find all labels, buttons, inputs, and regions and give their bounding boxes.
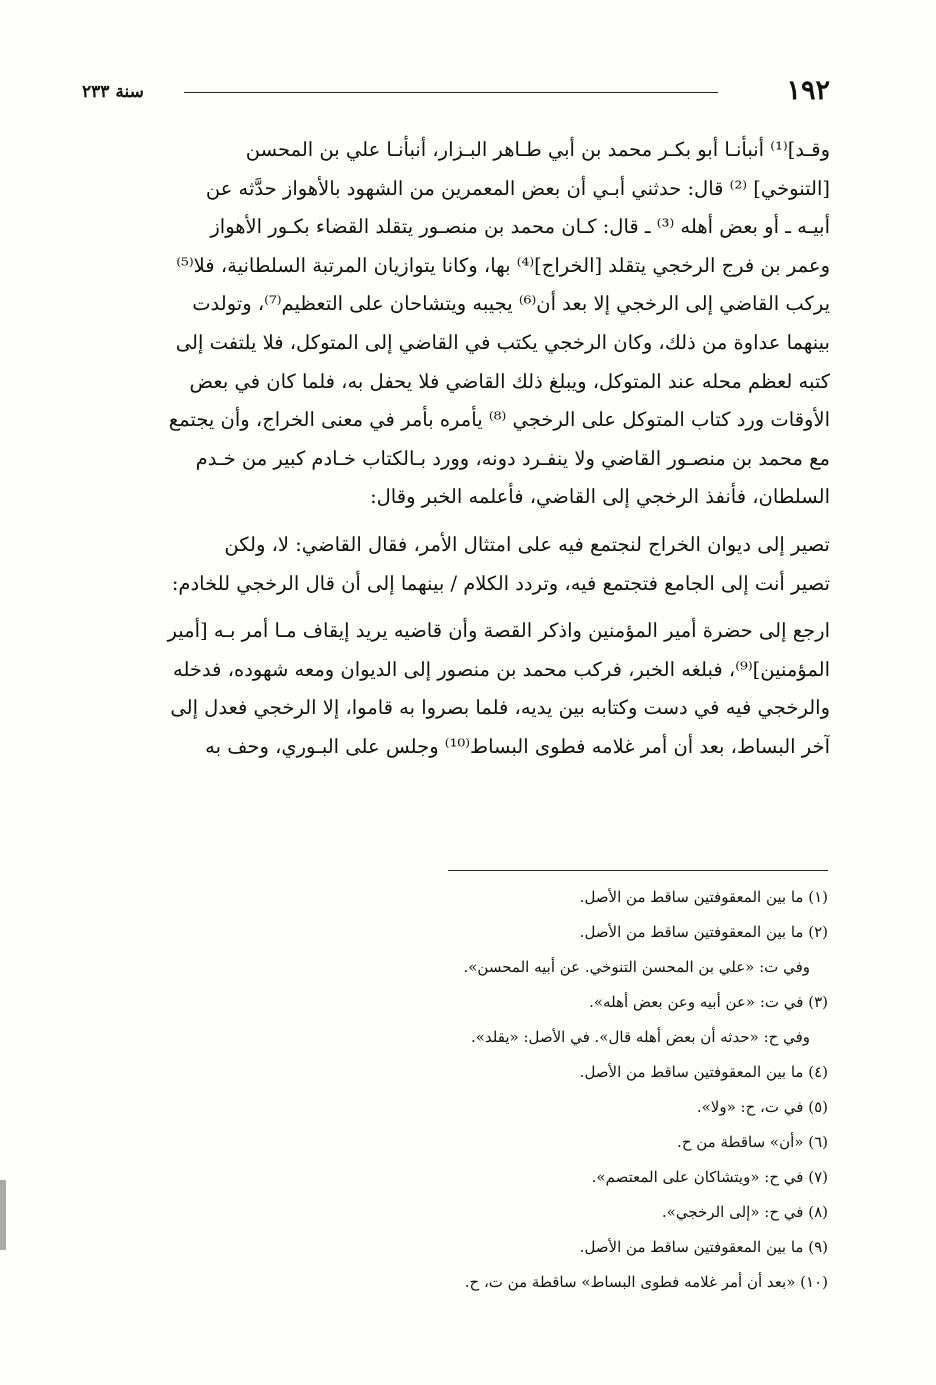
footnote: (٧) في ح: «ويتشاكان على المعتصم». <box>591 1168 828 1186</box>
text-line: كتبه لعظم محله عند المتوكل، ويبلغ ذلك القاضي فلا يحفل به، فلما كان في بعض <box>189 369 830 393</box>
text-line: يركب القاضي إلى الرخجي إلا بعد أن⁽⁶⁾ يجيبه ويتشاحان على التعظيم⁽⁷⁾، وتولدت <box>192 292 830 316</box>
text-line: تصير أنت إلى الجامع فتجتمع فيه، وتردد الكلام / بينهما إلى أن قال الرخجي للخادم: <box>171 571 830 595</box>
text-line: تصير إلى ديوان الخراج لنجتمع فيه على امتثال الأمر، فقال القاضي: لا، ولكن <box>224 532 830 556</box>
header-rule <box>184 92 718 93</box>
text-line: آخر البساط، بعد أن أمر غلامه فطوى البساط⁽¹⁰⁾ وجلس على البـوري، وحف به <box>205 734 830 758</box>
page-number: ١٩٢ <box>786 75 830 106</box>
footnote: (٦) «أن» ساقطة من ح. <box>677 1133 828 1151</box>
footnote: (١٠) «بعد أن أمر غلامه فطوى البساط» ساقطة من ت، ح. <box>464 1273 828 1291</box>
footnote-continuation: وفي ت: «علي بن المحسن التنوخي. عن أبيه المحسن». <box>463 958 810 976</box>
text-line: أبيـه ـ أو بعض أهله ⁽³⁾ ـ قال: كـان محمد بن منصـور يتقلد القضاء بكـور الأهواز <box>210 215 830 239</box>
text-line: ارجع إلى حضرة أمير المؤمنين واذكر القصة وأن قاضيه يريد إيقاف مـا أمر بـه [أمير <box>167 619 830 643</box>
footnote: (٢) ما بين المعقوفتين ساقط من الأصل. <box>579 923 828 941</box>
text-line: السلطان، فأنفذ الرخجي إلى القاضي، فأعلمه الخبر وقال: <box>370 485 830 509</box>
text-line: وعمر بن فرج الرخجي يتقلد [الخراج]⁽⁴⁾ بها، وكانا يتوازيان المرتبة السلطانية، فلا⁽⁵⁾ <box>176 253 830 277</box>
running-head-year: سنة ٢٣٣ <box>82 82 144 102</box>
text-line: مع محمد بن منصـور القاضي ولا ينفـرد دونه، وورد بـالكتاب خـادم كبير من خـدم <box>195 446 830 470</box>
footnote-separator <box>448 870 828 871</box>
footnote: (٩) ما بين المعقوفتين ساقط من الأصل. <box>579 1238 828 1256</box>
text-line: بينهما عداوة من ذلك، وكان الرخجي يكتب في القاضي إلى المتوكل، فلا يلتفت إلى <box>175 330 830 354</box>
text-line: [التنوخي] ⁽²⁾ قال: حدثني أبـي أن بعض المعمرين من الشهود بالأهواز حدَّثه عن <box>205 176 830 200</box>
main-text <box>82 131 830 767</box>
footnote: (٣) في ت: «عن أبيه وعن بعض أهله». <box>589 993 828 1011</box>
text-line: وقـد]⁽¹⁾ أنبأنـا أبو بكـر محمد بن أبي طـاهر البـزار، أنبأنـا علي بن المحسن <box>245 138 830 161</box>
page-header <box>82 76 830 110</box>
text-line: الأوقات ورد كتاب المتوكل على الرخجي ⁽⁸⁾ يأمره بأمر في معنى الخراج، وأن يجتمع <box>168 408 830 432</box>
footnote: (٥) في ت، ح: «ولا». <box>696 1098 828 1116</box>
footnote: (١) ما بين المعقوفتين ساقط من الأصل. <box>579 888 828 906</box>
text-line: المؤمنين]⁽⁹⁾، فبلغه الخبر، فركب محمد بن منصور إلى الديوان ومعه شهوده، فدخله <box>172 657 830 681</box>
text-line: والرخجي فيه في دست وكتابه بين يديه، فلما بصروا به قاموا، إلا الرخجي فعدل إلى <box>170 696 830 720</box>
footnote-continuation: وفي ح: «حدثه أن بعض أهله قال». في الأصل: «يقلد». <box>470 1028 810 1046</box>
scan-edge-mark <box>0 1180 6 1250</box>
footnote: (٨) في ح: «إلى الرخجي». <box>661 1203 828 1221</box>
footnotes <box>128 880 828 1300</box>
footnote: (٤) ما بين المعقوفتين ساقط من الأصل. <box>579 1063 828 1081</box>
